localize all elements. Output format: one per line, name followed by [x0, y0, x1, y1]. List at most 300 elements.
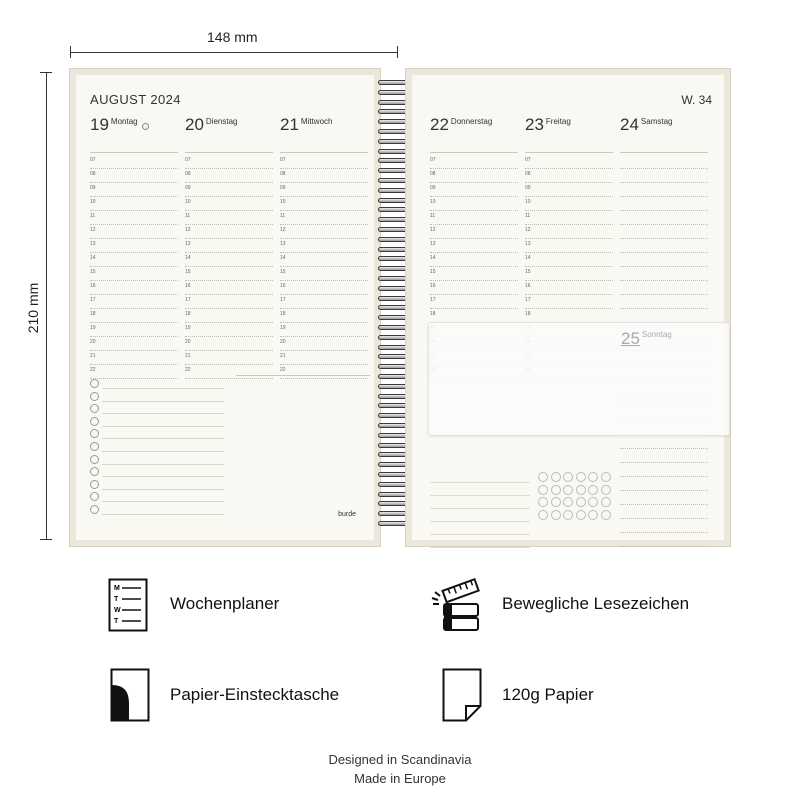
habit-circle-icon	[576, 485, 586, 495]
hours-column-tuesday	[185, 155, 273, 379]
spiral-coil	[378, 119, 408, 124]
hour-row	[90, 351, 178, 365]
notes-divider	[236, 375, 370, 376]
hour-label: 16	[430, 283, 436, 289]
hour-label: 11	[280, 213, 286, 219]
hour-label: 09	[430, 185, 436, 191]
hour-row	[525, 225, 613, 239]
hour-label: 13	[185, 241, 191, 247]
hour-label: 20	[90, 339, 96, 345]
hour-row	[430, 309, 518, 323]
todo-item	[90, 490, 224, 503]
hour-row	[280, 155, 368, 169]
hour-label: 10	[280, 199, 286, 205]
hour-row	[185, 239, 273, 253]
spiral-coil	[378, 296, 408, 301]
todo-item	[90, 465, 224, 478]
hour-label: 17	[280, 297, 286, 303]
height-tick-top	[40, 72, 52, 73]
checkbox-circle-icon	[90, 442, 99, 451]
hour-row	[525, 211, 613, 225]
note-line	[430, 535, 530, 548]
hour-row	[430, 183, 518, 197]
hour-row	[280, 183, 368, 197]
day-monday	[90, 115, 180, 135]
day-name: Montag	[110, 117, 138, 126]
hour-row	[280, 309, 368, 323]
hour-label: 12	[185, 227, 191, 233]
note-line	[430, 496, 530, 509]
height-tick-bottom	[40, 539, 52, 540]
hour-row	[185, 155, 273, 169]
paper-sheet-icon	[442, 668, 482, 722]
note-line	[430, 522, 530, 535]
column-rule	[620, 152, 708, 153]
note-line	[620, 169, 708, 183]
todo-item	[90, 440, 224, 453]
brand-logo: burde	[338, 511, 356, 518]
spiral-coil	[378, 364, 408, 369]
spiral-coil	[378, 452, 408, 457]
day-name: Dienstag	[205, 117, 238, 126]
spiral-coil	[378, 286, 408, 291]
hour-row	[280, 281, 368, 295]
hour-row	[525, 197, 613, 211]
day-friday	[525, 115, 615, 135]
habit-circle-icon	[538, 510, 548, 520]
hour-row	[525, 295, 613, 309]
hour-row	[280, 169, 368, 183]
hour-row	[185, 225, 273, 239]
habit-circle-icon	[563, 472, 573, 482]
spiral-coil	[378, 168, 408, 173]
hour-label: 09	[280, 185, 286, 191]
day-tuesday	[185, 115, 275, 135]
hour-label: 11	[430, 213, 436, 219]
note-line	[430, 470, 530, 483]
note-line	[620, 183, 708, 197]
hour-row	[430, 267, 518, 281]
weekly-icon-letter: W	[114, 607, 121, 614]
hour-label: 14	[430, 255, 436, 261]
checkbox-circle-icon	[90, 492, 99, 501]
hour-row	[90, 155, 178, 169]
note-line	[620, 477, 708, 491]
note-line	[620, 225, 708, 239]
note-line	[620, 197, 708, 211]
spiral-coil	[378, 501, 408, 506]
hour-label: 20	[280, 339, 286, 345]
hours-column-wednesday	[280, 155, 368, 379]
day-saturday	[620, 115, 710, 135]
hour-row	[525, 267, 613, 281]
todo-item	[90, 478, 224, 491]
footer-made: Made in Europe	[354, 771, 446, 786]
habit-circle-icon	[576, 497, 586, 507]
column-rule	[90, 152, 178, 153]
spiral-coil	[378, 462, 408, 467]
checkbox-circle-icon	[90, 429, 99, 438]
hour-row	[185, 183, 273, 197]
hour-row	[90, 267, 178, 281]
hour-row	[90, 169, 178, 183]
hour-row	[90, 323, 178, 337]
note-line	[620, 281, 708, 295]
hour-label: 13	[430, 241, 436, 247]
spiral-coil	[378, 237, 408, 242]
hour-row	[185, 295, 273, 309]
hour-row	[90, 281, 178, 295]
habit-circle-icon	[588, 472, 598, 482]
height-dimension-line	[46, 72, 47, 539]
hour-label: 16	[280, 283, 286, 289]
feature-label-bookmarks: Bewegliche Lesezeichen	[502, 594, 690, 613]
hour-row	[280, 337, 368, 351]
hour-label: 17	[525, 297, 531, 303]
hour-label: 07	[280, 157, 286, 163]
day-number: 25	[621, 329, 640, 348]
hour-label: 07	[90, 157, 96, 163]
note-line	[620, 519, 708, 533]
hour-label: 18	[525, 311, 531, 317]
column-rule	[185, 152, 273, 153]
hour-row	[90, 225, 178, 239]
hour-row	[280, 225, 368, 239]
spiral-coil	[378, 90, 408, 95]
width-label: 148 mm	[207, 29, 258, 45]
spiral-coil	[378, 374, 408, 379]
spiral-coil	[378, 217, 408, 222]
feature-label-pocket: Papier-Einstecktasche	[170, 685, 340, 704]
spiral-coil	[378, 384, 408, 389]
hour-label: 14	[280, 255, 286, 261]
todo-item	[90, 402, 224, 415]
hour-label: 15	[90, 269, 96, 275]
hour-row	[280, 267, 368, 281]
hour-row	[280, 323, 368, 337]
todo-line	[102, 514, 224, 515]
spiral-coil	[378, 443, 408, 448]
day-name: Mittwoch	[300, 117, 333, 126]
habit-circle-icon	[538, 485, 548, 495]
hour-row	[185, 211, 273, 225]
spiral-coil	[378, 227, 408, 232]
hour-row	[525, 169, 613, 183]
habit-circle-icon	[551, 485, 561, 495]
hour-label: 13	[525, 241, 531, 247]
hour-label: 19	[185, 325, 191, 331]
hour-label: 16	[525, 283, 531, 289]
spiral-coil	[378, 433, 408, 438]
day-sunday	[621, 329, 672, 349]
spiral-coil	[378, 266, 408, 271]
hour-row	[280, 365, 368, 379]
bookmark-ruler-icon	[428, 576, 484, 634]
weekly-list-icon	[108, 578, 148, 632]
hour-row	[280, 197, 368, 211]
habit-circle-icon	[601, 497, 611, 507]
hour-label: 10	[525, 199, 531, 205]
hour-label: 18	[430, 311, 436, 317]
hour-row	[525, 155, 613, 169]
habit-circle-icon	[601, 472, 611, 482]
habit-circle-icon	[576, 510, 586, 520]
habit-circle-icon	[551, 510, 561, 520]
hour-label: 16	[90, 283, 96, 289]
spiral-coil	[378, 198, 408, 203]
hour-label: 17	[430, 297, 436, 303]
day-wednesday	[280, 115, 370, 135]
hour-label: 20	[185, 339, 191, 345]
hour-row	[90, 337, 178, 351]
hour-label: 08	[280, 171, 286, 177]
checkbox-circle-icon	[90, 417, 99, 426]
hour-label: 17	[185, 297, 191, 303]
note-line	[430, 483, 530, 496]
hour-label: 12	[525, 227, 531, 233]
day-number: 19	[90, 115, 109, 134]
habit-circle-icon	[601, 510, 611, 520]
spiral-coil	[378, 149, 408, 154]
hour-row	[90, 295, 178, 309]
hour-label: 10	[90, 199, 96, 205]
hour-row	[430, 211, 518, 225]
spiral-coil	[378, 345, 408, 350]
habit-circle-icon	[563, 497, 573, 507]
note-line	[620, 239, 708, 253]
holiday-circle-icon	[142, 123, 149, 130]
spiral-coil	[378, 335, 408, 340]
habit-circle-icon	[538, 497, 548, 507]
hour-row	[185, 281, 273, 295]
hour-label: 08	[90, 171, 96, 177]
habit-circle-icon	[538, 472, 548, 482]
hour-row	[525, 239, 613, 253]
habit-circle-icon	[563, 510, 573, 520]
hour-label: 14	[90, 255, 96, 261]
hour-label: 09	[525, 185, 531, 191]
spiral-coil	[378, 100, 408, 105]
todo-item	[90, 453, 224, 466]
spiral-coil	[378, 521, 408, 526]
spiral-coil	[378, 256, 408, 261]
spiral-coil	[378, 305, 408, 310]
hour-label: 17	[90, 297, 96, 303]
hour-label: 18	[90, 311, 96, 317]
hour-row	[90, 197, 178, 211]
hour-row	[90, 183, 178, 197]
day-thursday	[430, 115, 520, 135]
hour-row	[430, 225, 518, 239]
hour-row	[185, 169, 273, 183]
hour-label: 13	[280, 241, 286, 247]
feature-label-paper: 120g Papier	[502, 685, 594, 704]
todo-item	[90, 503, 224, 516]
planner-left-page	[76, 75, 374, 540]
hour-row	[185, 323, 273, 337]
habit-circle-icon	[551, 472, 561, 482]
hour-label: 07	[430, 157, 436, 163]
hour-label: 12	[430, 227, 436, 233]
hour-row	[525, 281, 613, 295]
movable-bookmark[interactable]	[428, 322, 730, 436]
hour-row	[430, 197, 518, 211]
hour-row	[90, 239, 178, 253]
note-line	[620, 505, 708, 519]
spiral-coil	[378, 394, 408, 399]
spiral-coil	[378, 247, 408, 252]
hour-label: 22	[90, 367, 96, 373]
hour-label: 21	[90, 353, 96, 359]
note-line	[620, 267, 708, 281]
hour-label: 08	[430, 171, 436, 177]
hour-label: 15	[525, 269, 531, 275]
spiral-coil	[378, 325, 408, 330]
note-line	[620, 309, 708, 323]
hour-label: 14	[525, 255, 531, 261]
hour-label: 11	[90, 213, 96, 219]
note-line	[430, 509, 530, 522]
width-dimension-line	[70, 52, 397, 53]
spiral-coil	[378, 80, 408, 85]
hour-label: 16	[185, 283, 191, 289]
hour-label: 10	[430, 199, 436, 205]
hour-row	[280, 351, 368, 365]
todo-item	[90, 415, 224, 428]
pocket-icon	[110, 668, 150, 722]
hour-label: 07	[185, 157, 191, 163]
hour-label: 11	[525, 213, 531, 219]
note-line	[620, 155, 708, 169]
weekly-icon-letter: T	[114, 596, 119, 603]
spiral-coil	[378, 178, 408, 183]
hour-label: 08	[185, 171, 191, 177]
hour-label: 09	[185, 185, 191, 191]
spiral-coil	[378, 139, 408, 144]
day-name: Sonntag	[641, 330, 672, 339]
hour-label: 10	[185, 199, 191, 205]
column-rule	[280, 152, 368, 153]
hour-label: 11	[185, 213, 191, 219]
spiral-coil	[378, 423, 408, 428]
hour-row	[430, 169, 518, 183]
habit-circle-icon	[601, 485, 611, 495]
day-number: 21	[280, 115, 299, 134]
day-number: 23	[525, 115, 544, 134]
spiral-coil	[378, 472, 408, 477]
width-tick-left	[70, 46, 71, 58]
hour-label: 12	[280, 227, 286, 233]
bottom-notes-lines	[430, 470, 530, 548]
spiral-coil	[378, 354, 408, 359]
todo-checklist	[90, 377, 224, 516]
day-number: 22	[430, 115, 449, 134]
hour-row	[90, 211, 178, 225]
hour-label: 22	[185, 367, 191, 373]
hour-row	[430, 155, 518, 169]
hour-row	[430, 253, 518, 267]
column-rule	[525, 152, 613, 153]
note-line	[620, 449, 708, 463]
spiral-coil	[378, 129, 408, 134]
hour-row	[90, 253, 178, 267]
column-rule	[430, 152, 518, 153]
habit-circle-icon	[551, 497, 561, 507]
hour-label: 21	[280, 353, 286, 359]
hour-label: 19	[90, 325, 96, 331]
spiral-coil	[378, 403, 408, 408]
todo-item	[90, 427, 224, 440]
spiral-coil	[378, 492, 408, 497]
checkbox-circle-icon	[90, 392, 99, 401]
hour-label: 12	[90, 227, 96, 233]
hour-label: 18	[280, 311, 286, 317]
habit-circle-icon	[563, 485, 573, 495]
hour-row	[185, 197, 273, 211]
todo-item	[90, 390, 224, 403]
hour-label: 08	[525, 171, 531, 177]
note-line	[620, 295, 708, 309]
hour-label: 14	[185, 255, 191, 261]
checkbox-circle-icon	[90, 379, 99, 388]
note-line	[620, 533, 708, 547]
todo-item	[90, 377, 224, 390]
hour-row	[280, 239, 368, 253]
habit-circle-icon	[588, 485, 598, 495]
hour-label: 18	[185, 311, 191, 317]
hour-label: 09	[90, 185, 96, 191]
weekly-icon-letter: M	[114, 585, 120, 592]
day-number: 24	[620, 115, 639, 134]
hour-row	[185, 309, 273, 323]
hour-row	[525, 253, 613, 267]
hour-row	[430, 281, 518, 295]
hour-row	[430, 295, 518, 309]
spiral-binding	[374, 80, 412, 535]
hour-row	[280, 253, 368, 267]
hour-row	[185, 267, 273, 281]
day-name: Donnerstag	[450, 117, 493, 126]
footer-designed: Designed in Scandinavia	[328, 752, 472, 767]
hour-row	[525, 309, 613, 323]
hour-row	[430, 239, 518, 253]
spiral-coil	[378, 109, 408, 114]
feature-label-weekly: Wochenplaner	[170, 594, 280, 613]
height-label: 210 mm	[25, 282, 41, 334]
day-name: Freitag	[545, 117, 571, 126]
hour-label: 15	[185, 269, 191, 275]
checkbox-circle-icon	[90, 467, 99, 476]
week-number: W. 34	[681, 93, 712, 107]
width-tick-right	[397, 46, 398, 58]
note-line	[620, 253, 708, 267]
note-line	[620, 491, 708, 505]
hour-row	[185, 337, 273, 351]
spiral-coil	[378, 511, 408, 516]
hour-label: 15	[280, 269, 286, 275]
habit-circle-icon	[588, 497, 598, 507]
day-number: 20	[185, 115, 204, 134]
hour-row	[90, 309, 178, 323]
spiral-coil	[378, 482, 408, 487]
spiral-coil	[378, 276, 408, 281]
hours-column-monday	[90, 155, 178, 379]
hour-row	[525, 183, 613, 197]
habit-circle-icon	[588, 510, 598, 520]
hour-row	[280, 211, 368, 225]
day-name: Samstag	[640, 117, 673, 126]
checkbox-circle-icon	[90, 404, 99, 413]
